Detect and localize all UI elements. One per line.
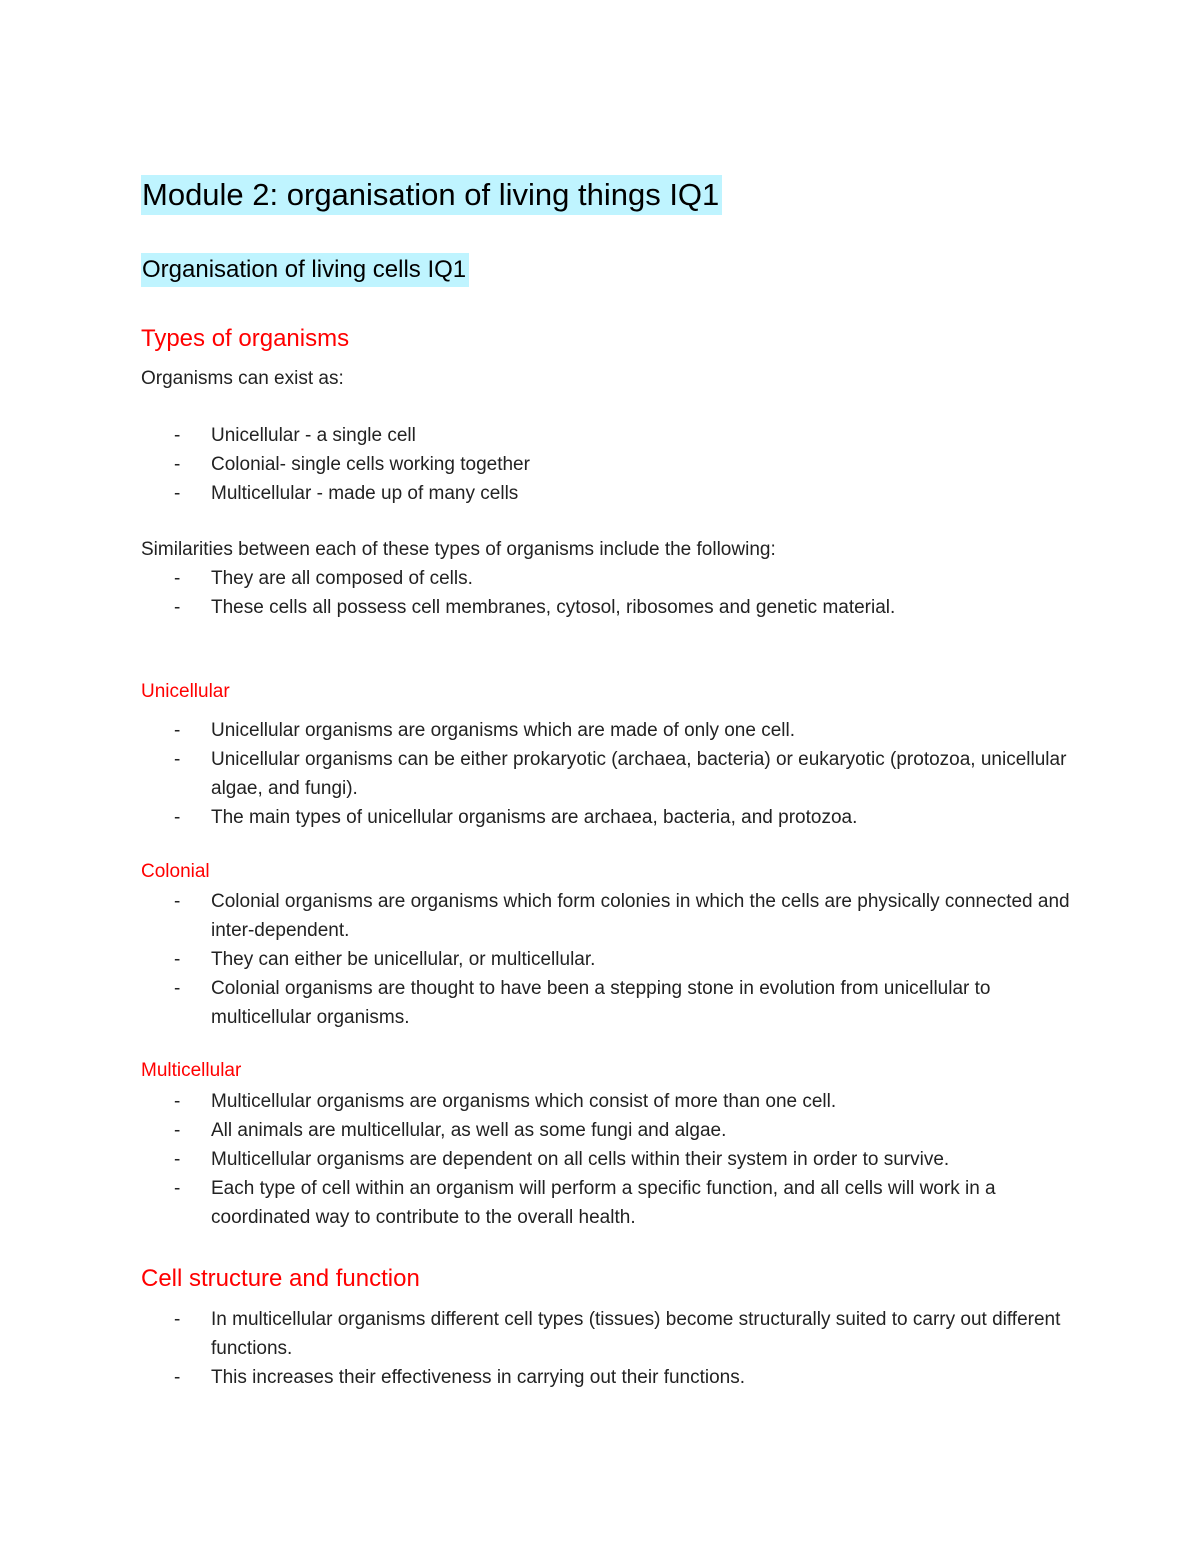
list-item [0, 945, 1071, 974]
heading-colonial: Colonial [141, 861, 210, 882]
bullet-dash: - [174, 949, 181, 970]
list-item-text: Each type of cell within an organism will perform a specific function, and all cells will work in a coordinated way to contribute to the overall health. [211, 1178, 996, 1228]
colonial-list [0, 887, 1200, 1032]
list-item [0, 803, 1071, 832]
list-item-text: Multicellular organisms are organisms which consist of more than one cell. [211, 1091, 837, 1112]
list-item-text: Unicellular - a single cell [211, 425, 416, 446]
heading-unicellular: Unicellular [141, 681, 230, 702]
list-item [0, 1363, 1071, 1392]
similarities-list [0, 564, 1200, 622]
list-item-text: In multicellular organisms different cell types (tissues) become structurally suited to carry out different functions. [211, 1309, 1061, 1359]
list-item-text: This increases their effectiveness in carrying out their functions. [211, 1367, 746, 1388]
multicellular-list [0, 1087, 1200, 1232]
list-item [0, 1305, 1071, 1363]
list-item [0, 887, 1071, 945]
list-item [0, 564, 1071, 593]
bullet-dash: - [174, 978, 181, 999]
bullet-dash: - [174, 720, 181, 741]
list-item-text: Multicellular - made up of many cells [211, 483, 519, 504]
bullet-dash: - [174, 1178, 181, 1199]
document-title: Module 2: organisation of living things IQ1 [141, 175, 722, 215]
list-item-text: All animals are multicellular, as well as some fungi and algae. [211, 1120, 727, 1141]
types-list [0, 421, 1200, 508]
bullet-dash: - [174, 425, 181, 446]
bullet-dash: - [174, 749, 181, 770]
list-item-text: Unicellular organisms are organisms which are made of only one cell. [211, 720, 795, 741]
list-item-text: Multicellular organisms are dependent on all cells within their system in order to survive. [211, 1149, 950, 1170]
heading-multicellular: Multicellular [141, 1060, 242, 1081]
bullet-dash: - [174, 1309, 181, 1330]
list-item-text: Unicellular organisms can be either prokaryotic (archaea, bacteria) or eukaryotic (protozoa, unicellular algae, and fungi). [211, 749, 1067, 799]
list-item-text: Colonial- single cells working together [211, 454, 530, 475]
list-item [0, 1087, 1071, 1116]
types-intro: Organisms can exist as: [141, 368, 344, 389]
similarities-intro: Similarities between each of these types of organisms include the following: [141, 539, 776, 560]
list-item-text: The main types of unicellular organisms are archaea, bacteria, and protozoa. [211, 807, 858, 828]
list-item [0, 1174, 1071, 1232]
list-item-text: Colonial organisms are thought to have been a stepping stone in evolution from unicellular to multicellular organisms. [211, 978, 991, 1028]
list-item-text: These cells all possess cell membranes, cytosol, ribosomes and genetic material. [211, 597, 896, 618]
list-item [0, 974, 1071, 1032]
bullet-dash: - [174, 483, 181, 504]
list-item [0, 421, 1071, 450]
list-item [0, 593, 1071, 622]
list-item [0, 1116, 1071, 1145]
bullet-dash: - [174, 1091, 181, 1112]
list-item [0, 479, 1071, 508]
list-item [0, 745, 1071, 803]
list-item-text: Colonial organisms are organisms which form colonies in which the cells are physically connected and inter-dependent. [211, 891, 1070, 941]
unicellular-list [0, 716, 1200, 832]
bullet-dash: - [174, 568, 181, 589]
bullet-dash: - [174, 891, 181, 912]
list-item-text: They can either be unicellular, or multicellular. [211, 949, 596, 970]
list-item [0, 450, 1071, 479]
list-item-text: They are all composed of cells. [211, 568, 473, 589]
heading-cell-structure: Cell structure and function [141, 1265, 420, 1292]
list-item [0, 1145, 1071, 1174]
bullet-dash: - [174, 807, 181, 828]
list-item [0, 716, 1071, 745]
bullet-dash: - [174, 1367, 181, 1388]
document-subtitle: Organisation of living cells IQ1 [141, 253, 469, 287]
cell-structure-list [0, 1305, 1200, 1392]
bullet-dash: - [174, 1149, 181, 1170]
bullet-dash: - [174, 597, 181, 618]
bullet-dash: - [174, 1120, 181, 1141]
heading-types-of-organisms: Types of organisms [141, 325, 350, 352]
bullet-dash: - [174, 454, 181, 475]
